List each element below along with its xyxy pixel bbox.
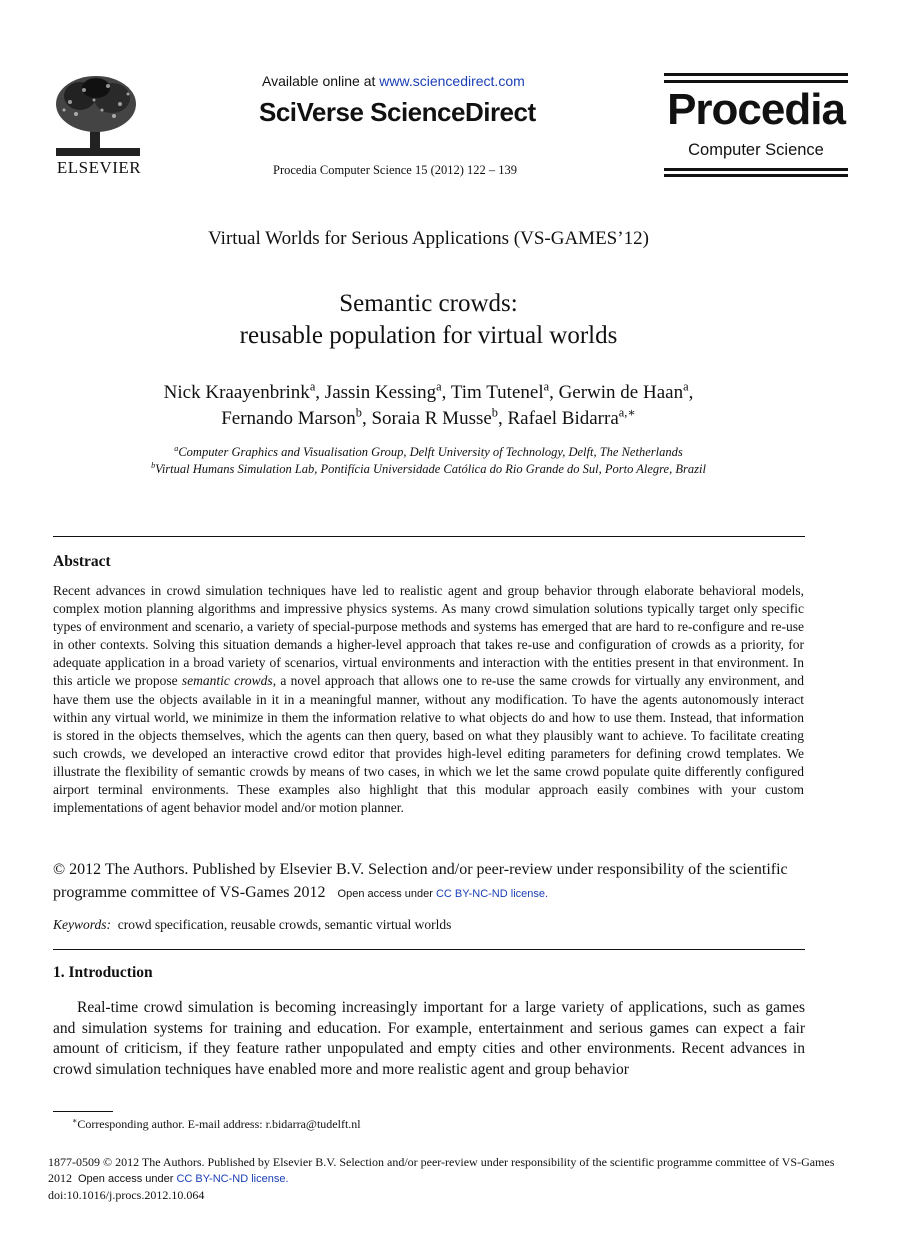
keywords: [53, 917, 451, 933]
doi: doi:10.1016/j.procs.2012.10.064: [48, 1188, 205, 1202]
author-list: [0, 380, 857, 432]
author: Rafael Bidarra: [507, 408, 619, 429]
affiliation: [0, 444, 857, 461]
author: Nick Kraayenbrink: [163, 382, 310, 403]
sciencedirect-link[interactable]: www.sciencedirect.com: [379, 73, 525, 89]
affiliations: [0, 444, 857, 478]
available-online: [262, 73, 525, 89]
procedia-title: Procedia: [667, 85, 845, 134]
license-link[interactable]: CC BY-NC-ND license.: [176, 1173, 289, 1185]
open-access-label: Open access under: [337, 888, 436, 900]
copyright-notice: [53, 858, 813, 906]
journal-reference: Procedia Computer Science 15 (2012) 122 – 139: [273, 163, 518, 177]
logo-rule-bottom-2: [664, 174, 848, 177]
author-sup: b: [491, 405, 498, 420]
platform-wordmark: SciVerse ScienceDirect: [259, 97, 536, 127]
footnote-mark: ∗: [72, 1116, 78, 1125]
footnote-text: Corresponding author. E-mail address: r.bidarra@tudelft.nl: [77, 1117, 361, 1131]
author-sup: a: [543, 379, 550, 394]
article-footer: [48, 1154, 856, 1203]
procedia-logo: [664, 73, 848, 175]
author: Tim Tutenel: [450, 382, 544, 403]
elsevier-wordmark: ELSEVIER: [56, 158, 142, 177]
open-access-label: Open access under: [78, 1173, 177, 1185]
license-link[interactable]: CC BY-NC-ND license.: [435, 888, 549, 900]
title-line-1: Semantic crowds:: [339, 290, 518, 317]
footnote-rule: [53, 1111, 113, 1112]
copyright-text: © 2012 The Authors. Published by Elsevier B.V. Selection and/or peer-review under responsibility of the scientific programme committee of VS-Games 2012: [53, 861, 788, 901]
logo-rule-top-2: [664, 80, 848, 83]
affiliation-sup: b: [151, 460, 156, 470]
available-prefix: Available online at: [262, 73, 380, 89]
abstract-part: , a novel approach that allows one to re-use the same crowds for virtually any environment, and have them use the objects available in it in a meaningful manner, without any modification. To have the agents autonomously interact within any virtual world, we minimize in them the information relative to what objects do and how to use them. Instead, that information is stored in the objects themselves, which the agents can then query, based on what they plausibly want to achieve. To facilitate creating such crowds, we developed an interactive crowd editor that provides high-level editing parameters for defining crowd templates. We illustrate the flexibility of semantic crowds by means of two cases, in which we let the same crowd populate quite differently configured airport terminal environments. These examples also highlight that this modular approach easily combines with your custom implementations of agent behavior model and/or motion planner.: [53, 673, 804, 816]
paper-title: [0, 288, 857, 352]
logo-rule-bottom: [664, 168, 848, 171]
author-sup: a: [309, 379, 316, 394]
abstract-text: [53, 582, 804, 817]
conference-name: Virtual Worlds for Serious Applications (VS-GAMES’12): [208, 228, 649, 249]
author-line-2: Fernando Marson$^b$, Soraia R Musse$^b$, Rafael Bidarra$^{a,∗}$: [221, 405, 636, 429]
procedia-subtitle: Computer Science: [688, 141, 824, 159]
affiliation-text: Computer Graphics and Visualisation Group, Delft University of Technology, Delft, The Netherlands: [178, 445, 683, 459]
affiliation: [0, 461, 857, 478]
author: Fernando Marson: [221, 408, 356, 429]
logo-rule-top: [664, 73, 848, 76]
author-sup: b: [355, 405, 362, 420]
author: Soraia R Musse: [371, 408, 492, 429]
author-line-1: Nick Kraayenbrink$^a$, Jassin Kessing$^a$, Tim Tutenel$^a$, Gerwin de Haan$^a$,: [163, 379, 694, 403]
author-sup: a,∗: [618, 405, 636, 420]
keywords-label: Keywords:: [53, 917, 111, 932]
footer-copyright: 1877-0509 © 2012 The Authors. Published by Elsevier B.V. Selection and/or peer-review under responsibility of the scientific programme committee of VS-Games 2012: [48, 1155, 835, 1185]
section-heading: 1. Introduction: [53, 964, 153, 981]
author: Jassin Kessing: [324, 382, 437, 403]
footnote: [72, 1117, 361, 1132]
divider: [53, 536, 805, 537]
title-line-2: reusable population for virtual worlds: [239, 322, 618, 349]
affiliation-sup: a: [174, 443, 179, 453]
divider: [53, 949, 805, 950]
keywords-text: crowd specification, reusable crowds, semantic virtual worlds: [117, 917, 452, 932]
affiliation-text: Virtual Humans Simulation Lab, Pontifícia Universidade Católica do Rio Grande do Sul, Porto Alegre, Brazil: [155, 462, 706, 476]
author-sup: a: [436, 379, 442, 394]
abstract-part: Recent advances in crowd simulation techniques have led to realistic agent and group behavior through elaborate behavioral models, complex motion planning algorithms and impressive physics systems. As many crowd simulation solutions typically target only specific types of environment and scenario, a variety of special-purpose methods and systems has emerged that are hard to re-configure and re-use in other contexts. Solving this situation demands a higher-level approach that takes re-use and configuration of crowds as a priority, for adequate application in a broad variety of scenarios, virtual environments and interaction with the entities present in that environment. In this article we propose: [53, 583, 804, 689]
abstract-heading: Abstract: [53, 553, 111, 570]
author: Gerwin de Haan: [558, 382, 684, 403]
intro-paragraph: Real-time crowd simulation is becoming increasingly important for a large variety of applications, such as games and simulation systems for training and education. For example, entertainment and serious games can expect a fair amount of criticism, if they feature rather unpopulated and empty cities and other environments. Recent advances in crowd simulation techniques have enabled more and more realistic agent and group behavior: [53, 999, 805, 1078]
abstract-emphasis: semantic crowds: [181, 673, 273, 689]
author-sup: a: [683, 379, 689, 394]
